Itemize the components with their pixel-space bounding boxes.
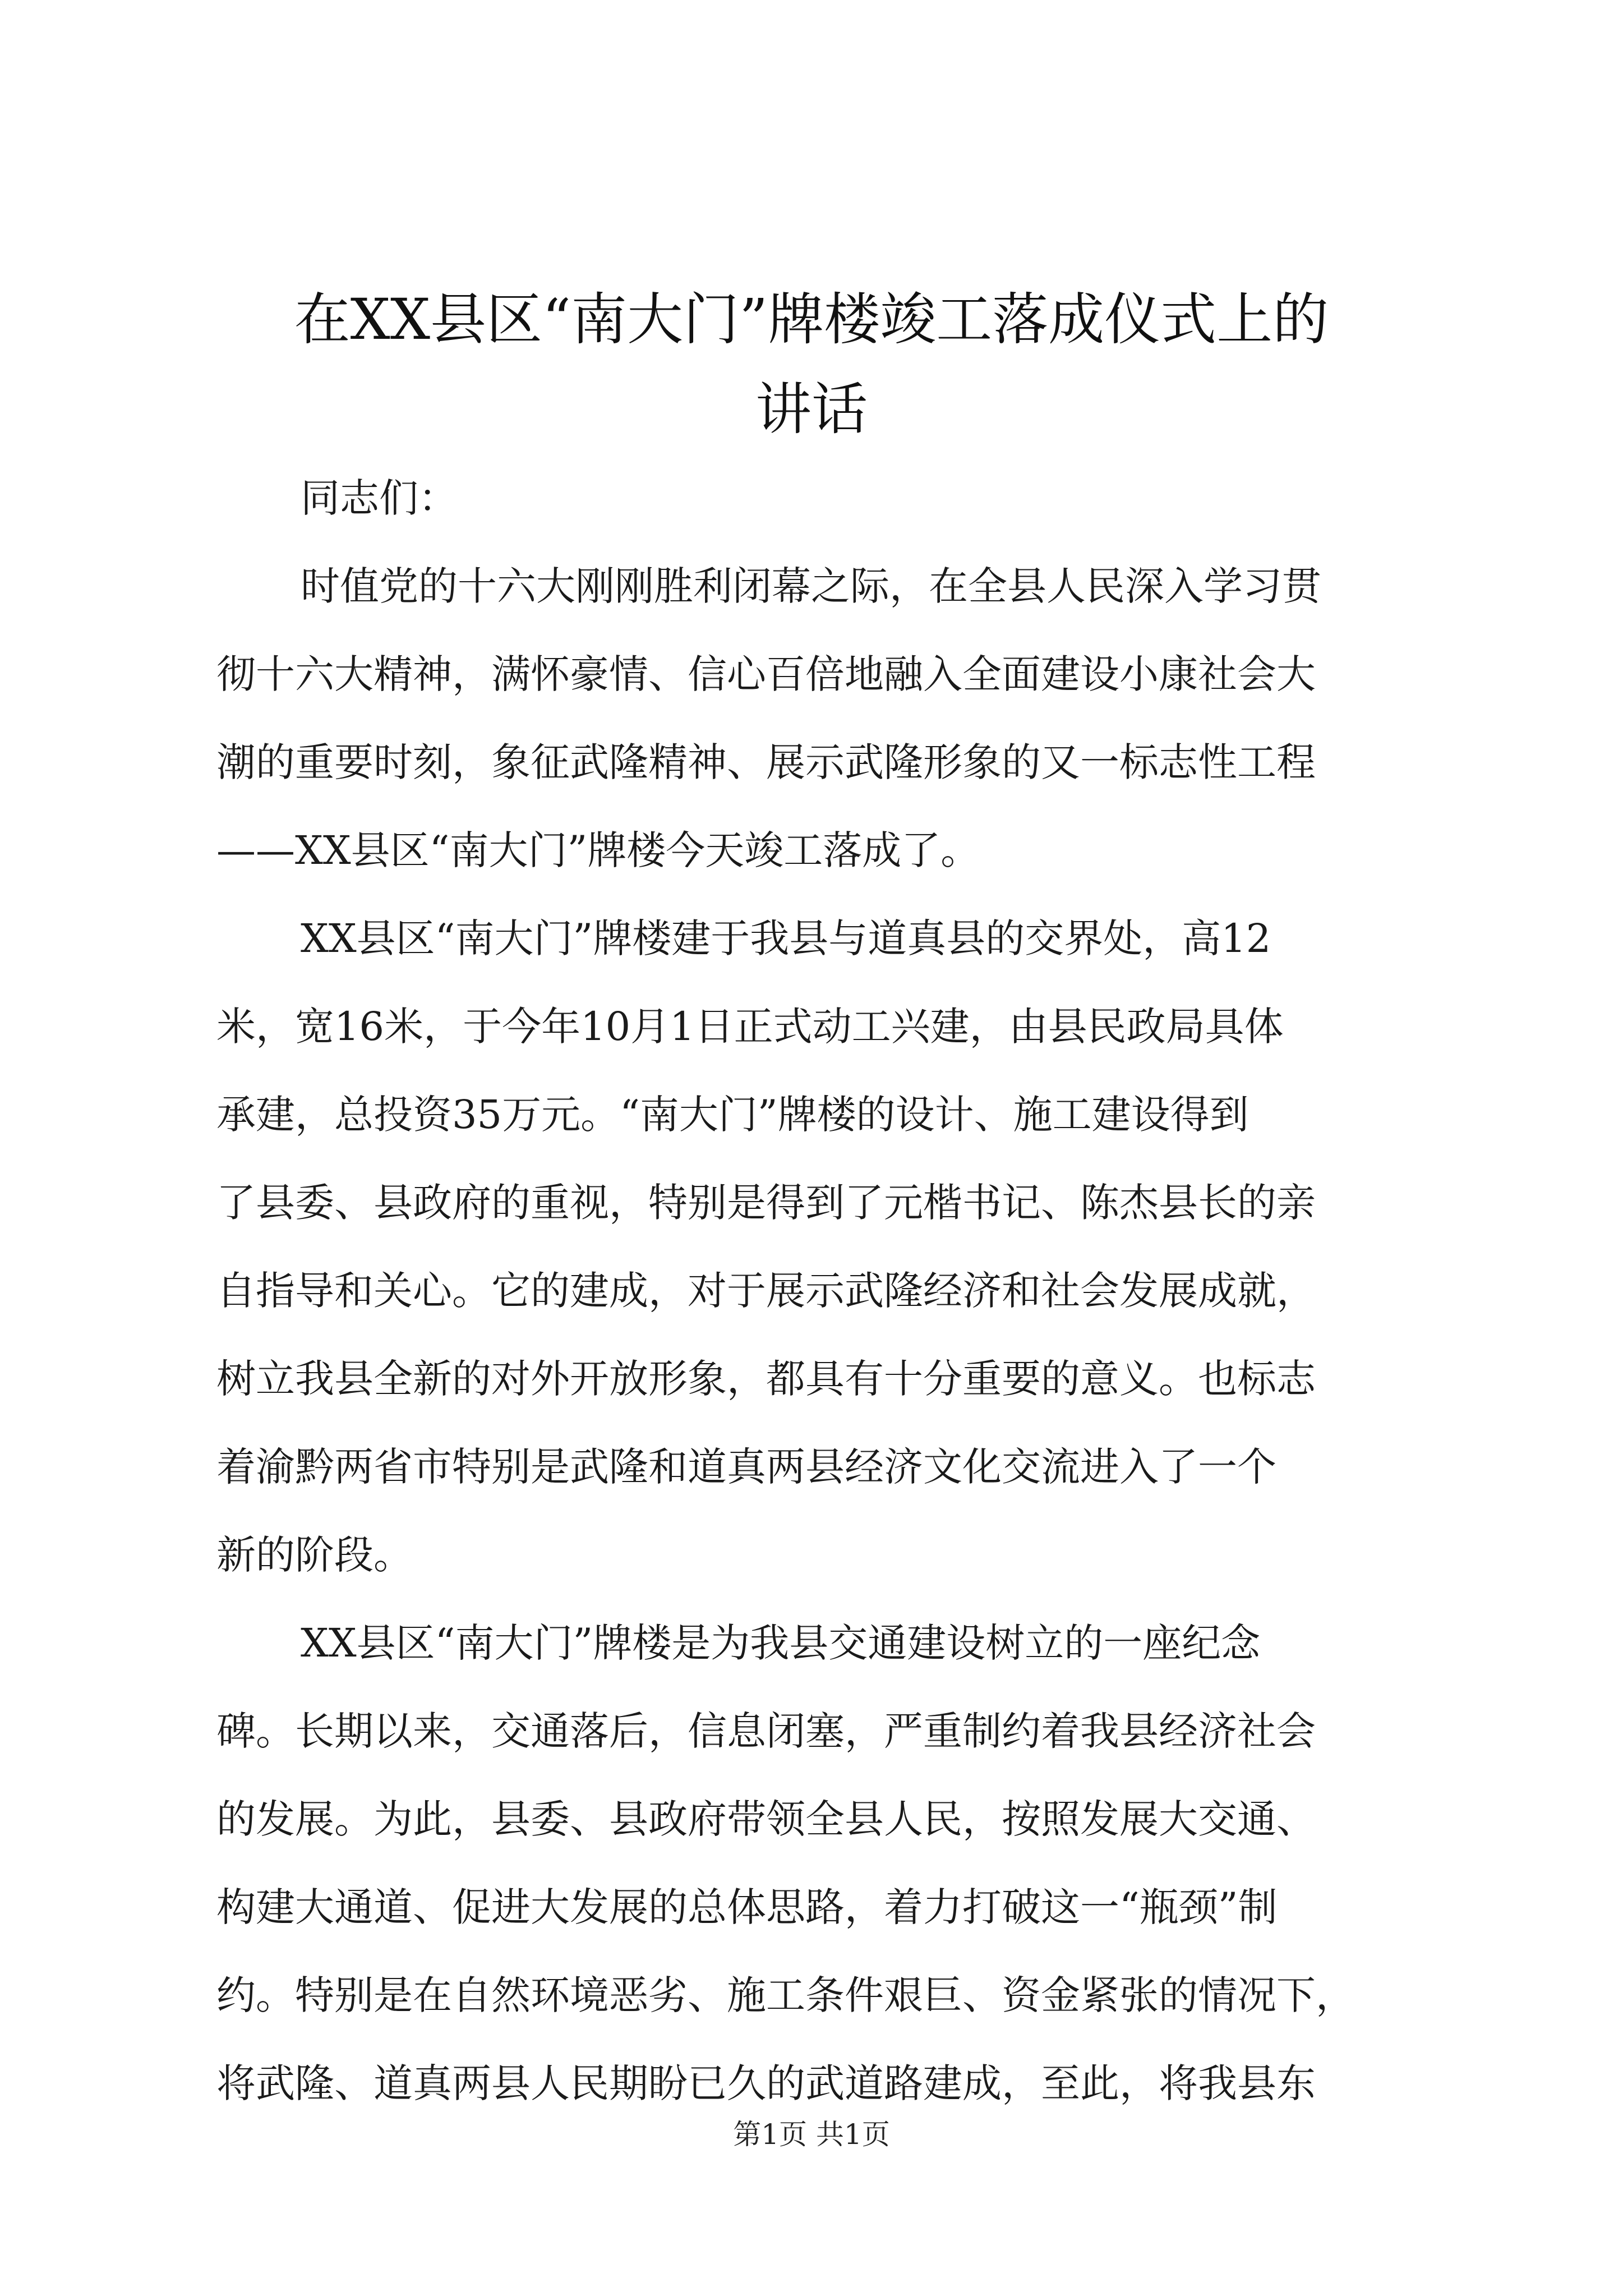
body-line: XX县区“南大门”牌楼建于我县与道真县的交界处，高12 [301, 915, 1271, 961]
body-line: 彻十六大精神，满怀豪情、信心百倍地融入全面建设小康社会大 [216, 651, 1316, 697]
body-line: 时值党的十六大刚刚胜利闭幕之际，在全县人民深入学习贯 [301, 563, 1321, 609]
body-line: 碑。长期以来，交通落后，信息闭塞，严重制约着我县经济社会 [216, 1708, 1316, 1754]
body-line: ——XX县区“南大门”牌楼今天竣工落成了。 [216, 827, 980, 873]
body-line: XX县区“南大门”牌楼是为我县交通建设树立的一座纪念 [301, 1620, 1261, 1666]
body-line: 潮的重要时刻，象征武隆精神、展示武隆形象的又一标志性工程 [216, 739, 1316, 785]
body-line: 着渝黔两省市特别是武隆和道真两县经济文化交流进入了一个 [216, 1444, 1276, 1490]
body-line: 构建大通道、促进大发展的总体思路，着力打破这一“瓶颈”制 [216, 1884, 1278, 1930]
body-line: 的发展。为此，县委、县政府带领全县人民，按照发展大交通、 [216, 1796, 1316, 1842]
body-line: 米，宽16米，于今年10月1日正式动工兴建，由县民政局具体 [216, 1004, 1284, 1050]
body-line: 约。特别是在自然环境恶劣、施工条件艰巨、资金紧张的情况下， [216, 1972, 1355, 2018]
document-body [216, 454, 1439, 2128]
body-line: 新的阶段。 [216, 1532, 413, 1578]
body-line: 同志们： [301, 475, 458, 521]
page-footer: 第1页 共1页 [733, 2118, 890, 2151]
document-title-line-1: 在XX县区“南大门”牌楼竣工落成仪式上的 [294, 287, 1329, 352]
body-line: 树立我县全新的对外开放形象，都具有十分重要的意义。也标志 [216, 1356, 1316, 1402]
document-title-line-2: 讲话 [755, 376, 868, 442]
body-line: 将武隆、道真两县人民期盼已久的武道路建成，至此，将我县东 [216, 2060, 1316, 2106]
body-line: 自指导和关心。它的建成，对于展示武隆经济和社会发展成就， [216, 1268, 1316, 1314]
body-line: 承建，总投资35万元。“南大门”牌楼的设计、施工建设得到 [216, 1092, 1249, 1138]
body-line: 了县委、县政府的重视，特别是得到了元楷书记、陈杰县长的亲 [216, 1180, 1316, 1226]
